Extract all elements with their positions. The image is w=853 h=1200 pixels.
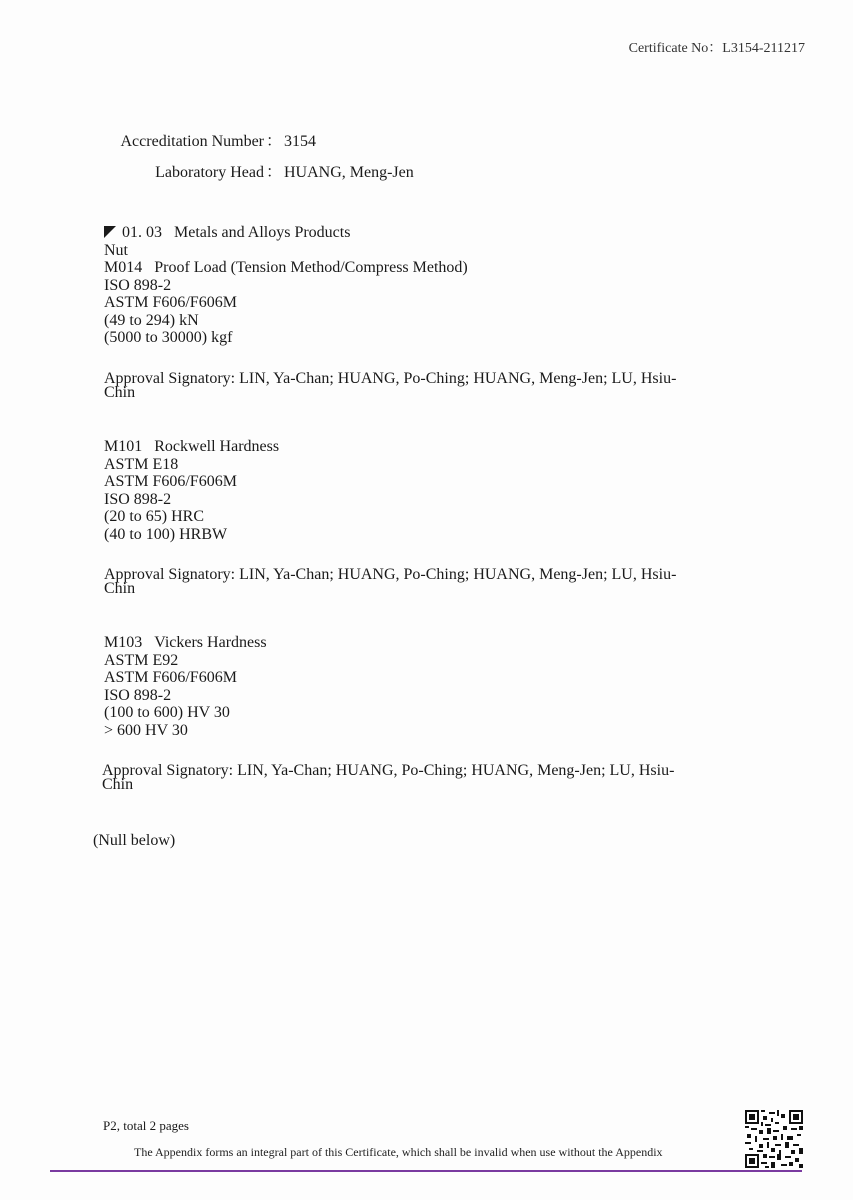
- test-method: ASTM E18: [104, 455, 179, 473]
- category-code: 01. 03: [122, 224, 162, 241]
- qr-code-icon: [744, 1110, 804, 1168]
- category-name: Metals and Alloys Products: [174, 224, 351, 241]
- test-method: ISO 898-2: [104, 686, 172, 704]
- test-range: (20 to 65) HRC: [104, 508, 204, 525]
- separator: ：: [265, 164, 282, 181]
- signatory-line: Approval Signatory: LIN, Ya-Chan; HUANG, Po-Ching; HUANG, Meng-Jen; LU, Hsiu-: [104, 566, 677, 583]
- footer-rule: [50, 1170, 802, 1172]
- test-range: (100 to 600) HV 30: [104, 704, 230, 721]
- test-block-m103: [104, 634, 267, 739]
- test-method: ASTM F606/F606M: [104, 669, 237, 686]
- null-below-note: (Null below): [93, 832, 176, 849]
- test-block-m101: [104, 438, 279, 543]
- test-name: Proof Load (Tension Method/Compress Method): [154, 259, 468, 276]
- product-name: Nut: [104, 241, 128, 259]
- signatory-line-cont: Chin: [104, 384, 136, 401]
- accreditation-number-label: Accreditation Number: [120, 133, 264, 150]
- accreditation-number-row: [105, 126, 414, 157]
- test-title: [104, 634, 267, 652]
- test-code: M101: [104, 438, 143, 455]
- signatory-line-cont: Chin: [102, 776, 134, 793]
- test-range: (49 to 294) kN: [104, 311, 199, 329]
- laboratory-head-row: [105, 157, 414, 188]
- test-code: M103: [104, 634, 143, 651]
- test-method: ISO 898-2: [104, 490, 172, 508]
- separator: ：: [265, 133, 282, 150]
- test-method: ASTM E92: [104, 651, 179, 669]
- test-block-m014: [104, 224, 468, 347]
- test-method: ASTM F606/F606M: [104, 294, 237, 311]
- test-method: ASTM F606/F606M: [104, 473, 237, 490]
- page-count: P2, total 2 pages: [103, 1118, 189, 1133]
- test-title: [104, 259, 468, 277]
- test-range: (40 to 100) HRBW: [104, 525, 228, 543]
- approval-signatory-m014: [104, 372, 744, 400]
- laboratory-head-value: HUANG, Meng-Jen: [284, 164, 414, 181]
- test-method: ISO 898-2: [104, 276, 172, 294]
- test-name: Vickers Hardness: [154, 634, 267, 651]
- signatory-line: Approval Signatory: LIN, Ya-Chan; HUANG, Po-Ching; HUANG, Meng-Jen; LU, Hsiu-: [102, 762, 675, 779]
- accreditation-info: [105, 126, 414, 188]
- laboratory-head-label: Laboratory Head: [155, 164, 264, 181]
- test-range: (5000 to 30000) kgf: [104, 329, 233, 346]
- certificate-number: Certificate No：L3154-211217: [628, 41, 805, 56]
- signatory-line-cont: Chin: [104, 580, 136, 597]
- accreditation-number-value: 3154: [284, 133, 316, 150]
- test-name: Rockwell Hardness: [154, 438, 280, 455]
- approval-signatory-m101: [104, 568, 744, 596]
- test-range: > 600 HV 30: [104, 721, 188, 739]
- test-title: [104, 438, 279, 456]
- test-code: M014: [104, 259, 143, 276]
- signatory-line: Approval Signatory: LIN, Ya-Chan; HUANG, Po-Ching; HUANG, Meng-Jen; LU, Hsiu-: [104, 370, 677, 387]
- category-heading: [104, 224, 468, 242]
- triangle-marker-icon: [104, 226, 116, 238]
- appendix-note: The Appendix forms an integral part of this Certificate, which shall be invalid when use without the Appendix: [134, 1145, 663, 1159]
- approval-signatory-m103: [102, 764, 742, 792]
